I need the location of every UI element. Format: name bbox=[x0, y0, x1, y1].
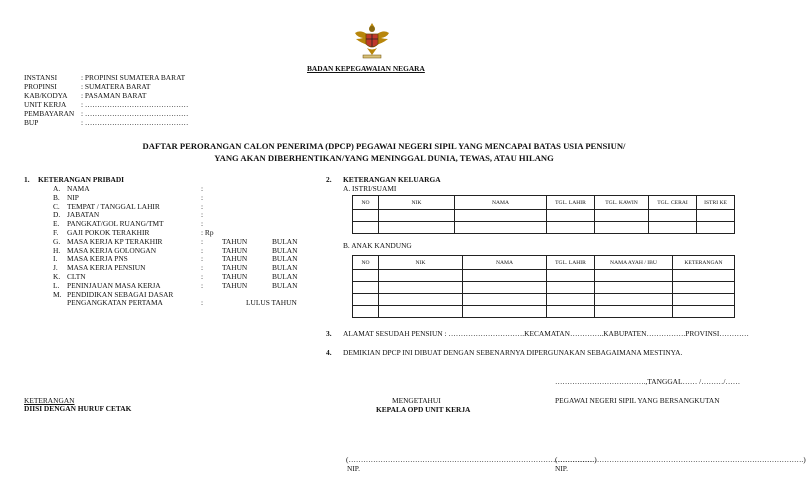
item-letter: G. bbox=[53, 236, 61, 246]
item-tahun: TAHUN bbox=[222, 272, 248, 281]
table-cell bbox=[673, 306, 735, 318]
table-header-cell: NIK bbox=[379, 196, 455, 210]
item-colon: : bbox=[201, 272, 204, 281]
table-cell bbox=[379, 294, 463, 306]
table-header-cell: TGL. LAHIR bbox=[547, 256, 595, 270]
item-tahun: TAHUN bbox=[222, 236, 248, 246]
table-cell bbox=[455, 210, 547, 222]
item-colon: : bbox=[201, 263, 204, 273]
item-tahun: TAHUN bbox=[222, 245, 248, 255]
item-tahun: TAHUN bbox=[222, 254, 248, 264]
table-cell bbox=[547, 210, 595, 222]
document-title-line2: YANG AKAN DIBERHENTIKAN/YANG MENINGGAL DUNIA, TEWAS, ATAU HILANG bbox=[214, 153, 554, 163]
keterangan-label: KETERANGAN bbox=[24, 396, 75, 405]
table-cell bbox=[697, 222, 735, 234]
table-cell bbox=[673, 282, 735, 294]
info-label: BUP bbox=[24, 118, 39, 127]
info-value: : PASAMAN BARAT bbox=[81, 91, 147, 100]
section2-heading: KETERANGAN KELUARGA bbox=[343, 175, 441, 184]
table-cell bbox=[353, 282, 379, 294]
info-label: UNIT KERJA bbox=[24, 100, 67, 109]
table-header-cell: TGL. KAWIN bbox=[595, 196, 649, 210]
table-cell bbox=[595, 210, 649, 222]
item-letter: C. bbox=[53, 201, 60, 211]
section4-number: 4. bbox=[326, 348, 332, 357]
item-colon: : bbox=[201, 280, 204, 290]
mengetahui-label: MENGETAHUI bbox=[392, 396, 441, 405]
item-label: CLTN bbox=[67, 272, 86, 281]
table-header-cell: NAMA bbox=[455, 196, 547, 210]
info-value: : SUMATERA BARAT bbox=[81, 82, 151, 91]
table-cell bbox=[547, 222, 595, 234]
table-row bbox=[353, 306, 735, 318]
table-cell bbox=[595, 306, 673, 318]
table-cell bbox=[595, 282, 673, 294]
item-bulan: BULAN bbox=[272, 263, 298, 273]
item-colon: : bbox=[201, 254, 204, 264]
item-bulan: BULAN bbox=[272, 245, 298, 255]
item-colon: : bbox=[201, 219, 204, 229]
table-cell bbox=[673, 270, 735, 282]
item-bulan: BULAN bbox=[272, 236, 298, 246]
item-label: MASA KERJA PNS bbox=[67, 254, 128, 264]
spouse-subheading: A. ISTRI/SUAMI bbox=[343, 184, 397, 193]
children-table bbox=[352, 255, 735, 318]
table-cell bbox=[595, 270, 673, 282]
table-cell bbox=[595, 294, 673, 306]
info-label: PROPINSI bbox=[24, 82, 57, 91]
table-cell bbox=[379, 282, 463, 294]
item-letter: B. bbox=[53, 192, 60, 202]
kepala-opd-label: KEPALA OPD UNIT KERJA bbox=[376, 405, 471, 414]
item-label: PENGANGKATAN PERTAMA bbox=[67, 298, 163, 308]
table-header-cell: NAMA bbox=[463, 256, 547, 270]
info-value: : …………………………………… bbox=[81, 118, 189, 127]
item-colon: : bbox=[201, 192, 204, 202]
table-cell bbox=[547, 306, 595, 318]
signature-line-right: (……………………………………………………………………………………….) bbox=[555, 455, 806, 464]
org-heading: BADAN KEPEGAWAIAN NEGARA bbox=[307, 64, 425, 73]
info-label: KAB/KODYA bbox=[24, 91, 68, 100]
item-label: PENDIDIKAN SEBAGAI DASAR bbox=[67, 289, 174, 299]
item-tahun: TAHUN bbox=[222, 263, 248, 273]
item-letter: J. bbox=[53, 263, 58, 273]
table-cell bbox=[353, 306, 379, 318]
nip-right: NIP. bbox=[555, 464, 568, 473]
table-cell bbox=[463, 306, 547, 318]
section2-number: 2. bbox=[326, 175, 332, 184]
table-cell bbox=[379, 270, 463, 282]
item-colon: : bbox=[201, 184, 204, 193]
item-letter: I. bbox=[53, 254, 58, 264]
table-cell bbox=[379, 210, 455, 222]
table-cell bbox=[673, 294, 735, 306]
table-cell bbox=[353, 270, 379, 282]
item-bulan: BULAN bbox=[272, 280, 298, 290]
table-header-cell: NIK bbox=[379, 256, 463, 270]
item-label: TEMPAT / TANGGAL LAHIR bbox=[67, 201, 160, 211]
item-colon: : bbox=[201, 298, 204, 308]
item-label: NAMA bbox=[67, 184, 90, 193]
declaration-text: DEMIKIAN DPCP INI DIBUAT DENGAN SEBENARNYA DIPERGUNAKAN SEBAGAIMANA MESTINYA. bbox=[343, 348, 683, 357]
info-value: : PROPINSI SUMATERA BARAT bbox=[81, 73, 186, 82]
table-row bbox=[353, 282, 735, 294]
document-title-line1: DAFTAR PERORANGAN CALON PENERIMA (DPCP) PEGAWAI NEGERI SIPIL YANG MENCAPAI BATAS USIA PENSIUN/ bbox=[142, 141, 626, 151]
table-row bbox=[353, 222, 735, 234]
item-bulan: BULAN bbox=[272, 254, 298, 264]
item-letter: E. bbox=[53, 219, 60, 229]
table-header-cell: KETERANGAN bbox=[673, 256, 735, 270]
table-cell bbox=[547, 294, 595, 306]
item-colon: : bbox=[201, 245, 204, 255]
table-cell bbox=[463, 282, 547, 294]
section1-heading: KETERANGAN PRIBADI bbox=[38, 175, 125, 184]
table-cell bbox=[649, 210, 697, 222]
keterangan-text: DIISI DENGAN HURUF CETAK bbox=[24, 404, 132, 413]
children-subheading: B. ANAK KANDUNG bbox=[343, 241, 412, 250]
item-label: MASA KERJA GOLONGAN bbox=[67, 245, 157, 255]
item-letter: K. bbox=[53, 272, 61, 281]
item-bulan: LULUS TAHUN bbox=[246, 298, 297, 308]
item-letter: D. bbox=[53, 210, 61, 220]
item-letter: A. bbox=[53, 184, 61, 193]
table-cell bbox=[379, 306, 463, 318]
table-cell bbox=[649, 222, 697, 234]
item-label: MASA KERJA KP TERAKHIR bbox=[67, 236, 163, 246]
info-label: PEMBAYARAN bbox=[24, 109, 75, 118]
table-cell bbox=[379, 222, 455, 234]
table-cell bbox=[463, 270, 547, 282]
date-line: ……………………………….,TANGGAL…… /………/…… bbox=[555, 377, 741, 386]
table-cell bbox=[547, 270, 595, 282]
signature-line-left: (……………………………………………………………………………………….) bbox=[346, 455, 597, 464]
table-cell bbox=[353, 210, 379, 222]
table-cell bbox=[697, 210, 735, 222]
pegawai-label: PEGAWAI NEGERI SIPIL YANG BERSANGKUTAN bbox=[555, 396, 720, 405]
item-label: NIP bbox=[67, 192, 79, 202]
item-letter: F. bbox=[53, 228, 59, 237]
table-row bbox=[353, 270, 735, 282]
table-header-cell: NAMA AYAH / IBU bbox=[595, 256, 673, 270]
item-colon: : bbox=[201, 236, 204, 246]
table-header-cell: NO bbox=[353, 196, 379, 210]
item-letter: M. bbox=[53, 289, 62, 299]
table-cell bbox=[463, 294, 547, 306]
table-cell bbox=[353, 222, 379, 234]
table-cell bbox=[455, 222, 547, 234]
table-row bbox=[353, 294, 735, 306]
garuda-emblem-icon bbox=[351, 19, 393, 61]
table-header-cell: TGL. CERAI bbox=[649, 196, 697, 210]
table-row bbox=[353, 210, 735, 222]
table-header-cell: NO bbox=[353, 256, 379, 270]
item-colon: : bbox=[201, 210, 204, 220]
table-cell bbox=[595, 222, 649, 234]
table-cell bbox=[547, 282, 595, 294]
spouse-table bbox=[352, 195, 735, 234]
info-value: : …………………………………… bbox=[81, 100, 189, 109]
address-after-pension: ALAMAT SESUDAH PENSIUN : ………………………….KECAMATAN…………..KABUPATEN…………….PROVINSI………… bbox=[343, 329, 749, 338]
item-letter: H. bbox=[53, 245, 61, 255]
item-label: GAJI POKOK TERAKHIR bbox=[67, 228, 150, 237]
item-label: PANGKAT/GOL RUANG/TMT bbox=[67, 219, 164, 229]
info-label: INSTANSI bbox=[24, 73, 58, 82]
item-label: JABATAN bbox=[67, 210, 100, 220]
item-colon: : bbox=[201, 201, 204, 211]
table-cell bbox=[353, 294, 379, 306]
item-label: MASA KERJA PENSIUN bbox=[67, 263, 146, 273]
info-value: : …………………………………… bbox=[81, 109, 189, 118]
nip-left: NIP. bbox=[347, 464, 360, 473]
item-letter: L. bbox=[53, 280, 60, 290]
table-header-cell: ISTRI KE bbox=[697, 196, 735, 210]
item-label: PENINJAUAN MASA KERJA bbox=[67, 280, 161, 290]
item-colon: : Rp bbox=[201, 228, 214, 237]
section1-number: 1. bbox=[24, 175, 30, 184]
section3-number: 3. bbox=[326, 329, 332, 338]
item-tahun: TAHUN bbox=[222, 280, 248, 290]
table-header-cell: TGL. LAHIR bbox=[547, 196, 595, 210]
item-bulan: BULAN bbox=[272, 272, 298, 281]
